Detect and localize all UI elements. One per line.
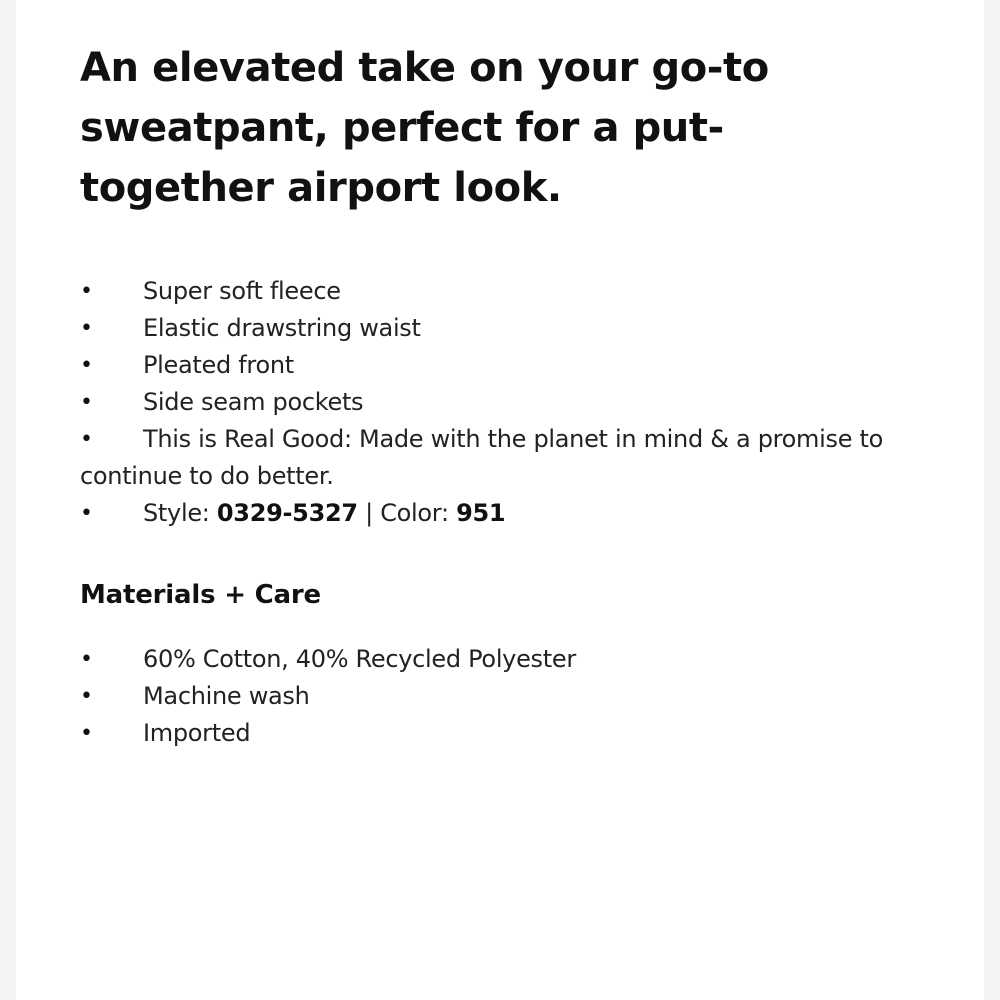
feature-text: Elastic drawstring waist: [143, 314, 421, 342]
list-item: [80, 641, 925, 678]
bullet-icon: •: [80, 316, 93, 341]
feature-list: [80, 273, 925, 532]
list-item: [80, 273, 925, 310]
bullet-icon: •: [80, 427, 93, 452]
bullet-icon: •: [80, 501, 93, 526]
bullet-icon: •: [80, 390, 93, 415]
care-text: Imported: [143, 719, 251, 747]
color-code: 951: [456, 499, 506, 527]
list-item: [80, 310, 925, 347]
product-headline: An elevated take on your go-to sweatpant, perfect for a put-together airport look.: [80, 45, 769, 211]
list-item: [80, 347, 925, 384]
color-label: Color:: [380, 499, 457, 527]
list-item: [80, 715, 925, 752]
bullet-icon: •: [80, 279, 93, 304]
list-item: [80, 421, 925, 495]
list-item: [80, 678, 925, 715]
separator: |: [357, 499, 381, 527]
care-text: Machine wash: [143, 682, 310, 710]
care-text: 60% Cotton, 40% Recycled Polyester: [143, 645, 576, 673]
list-item: [80, 384, 925, 421]
bullet-icon: •: [80, 353, 93, 378]
style-label: Style:: [143, 499, 217, 527]
product-description-panel: [16, 0, 984, 1000]
feature-text: Super soft fleece: [143, 277, 341, 305]
style-color-item: [80, 495, 925, 532]
feature-text: Pleated front: [143, 351, 294, 379]
materials-care-heading: Materials + Care: [80, 580, 321, 610]
bullet-icon: •: [80, 647, 93, 672]
feature-text: This is Real Good: Made with the planet in mind & a promise to continue to do better.: [80, 425, 883, 490]
bullet-icon: •: [80, 721, 93, 746]
feature-text: Side seam pockets: [143, 388, 364, 416]
bullet-icon: •: [80, 684, 93, 709]
materials-care-list: [80, 641, 925, 752]
style-number: 0329-5327: [216, 499, 358, 527]
